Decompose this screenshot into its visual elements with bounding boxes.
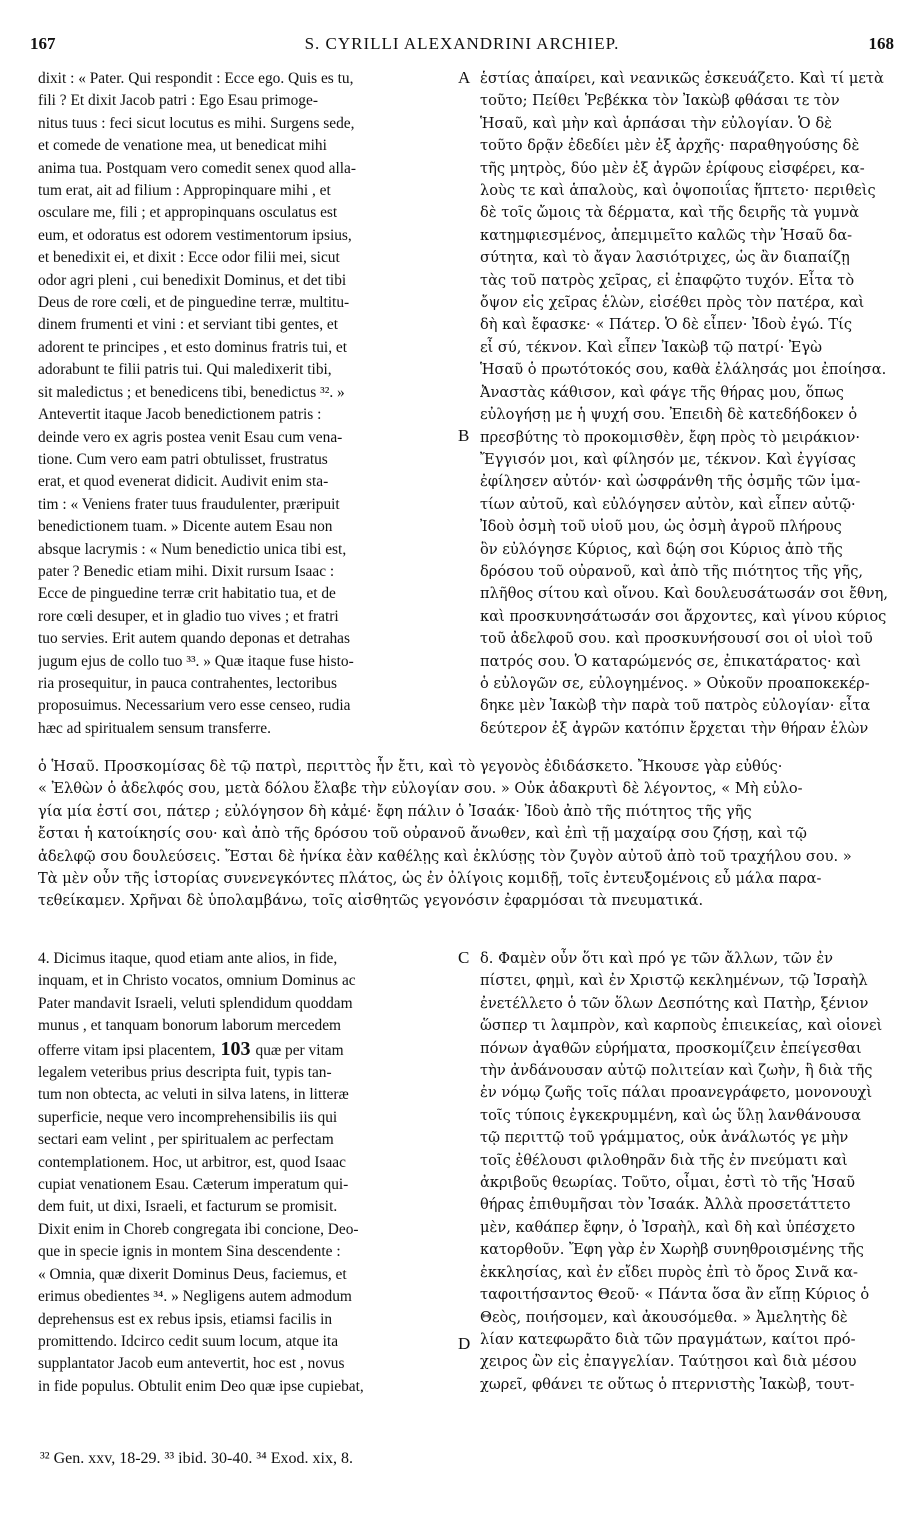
text-line: ἀκριβοῦς θεωρίας. Τοῦτο, οἶμαι, ἐστὶ τὸ τῆς Ἡσαῦ [480,1174,855,1192]
text-fragment: quæ per vitam [255,1041,344,1059]
text-line: ἔσται ἡ κατοίκησίς σου· καὶ ἀπὸ τῆς δρόσου τοῦ οὐρανοῦ ἄνωθεν, καὶ ἐπὶ τῇ μαχαίρᾳ σου ζήσῃ, καὶ τῷ [38,825,807,843]
text-line: τίων αὐτοῦ, καὶ εὐλόγησεν αὐτὸν, καὶ εἶπεν αὐτῷ· [480,495,856,513]
text-line: tione. Cum vero eam patri obtulisset, frustratus [38,450,328,468]
text-line: γία μία ἐστί σοι, πάτερ ; εὐλόγησον δὴ κἀμέ· ἔφη πάλιν ὁ Ἰσαάκ· Ἰδοὺ ἀπὸ τῆς πιότητος τῆς γῆς [38,802,752,820]
text-line: ὥσπερ τι λαμπρὸν, καὶ καρποὺς ἐπιεικείας, καὶ οἱονεὶ [480,1017,883,1035]
text-line: δεύτερον ἐξ ἀγρῶν κατόπιν ἔρχεται τὴν θήραν ἑλὼν [480,719,869,737]
text-line: adorent te principes , et esto dominus fratris tui, et [38,338,348,356]
text-line: ἐν νόμῳ ζωῆς τοῖς πάλαι προανεγράφετο, μονονουχὶ [480,1084,873,1102]
text-line: χειρος ὢν εἰς ἐπαγγελίαν. Ταύτῃσοι καὶ διὰ μέσου [480,1353,857,1371]
text-line: erat, et quod evenerat didicit. Audivit enim sta- [38,473,329,491]
text-line: Dixit enim in Choreb congregata ibi concione, Deo- [38,1220,359,1238]
text-line: absque lacrymis : « Num benedictio unica tibi est, [38,540,347,558]
inline-page-number: 103 [215,1037,256,1060]
text-line: Deus de rore cœli, et de pinguedine terræ, multitu- [38,294,350,312]
text-line: hæc ad spiritualem sensum transferre. [38,719,271,737]
text-line: promittendo. Idcirco cedit suum locum, atque ita [38,1332,339,1350]
text-line: benedictionem tuam. » Dicente autem Esau non [38,518,333,536]
page-number-right: 168 [868,34,894,53]
text-line: χωρεῖ, φθάνει τε οὕτως ὁ πτερνιστὴς Ἰακὼβ, τουτ- [480,1375,855,1393]
text-line: εὐλογήσῃ με ἡ ψυχή σου. Ἐπειδὴ δὲ κατεδήδοκεν ὁ [480,406,858,424]
text-line: κατημφιεσμένος, ἀπεμιμεῖτο καλῶς τὴν Ἡσαῦ δα- [480,226,853,244]
greek-column-top [480,68,890,740]
text-line: ἀδελφῷ σου δουλεύσεις. Ἔσται δὲ ἡνίκα ἐὰν καθέλῃς καὶ ἐκλύσῃς τὸν ζυγὸν αὐτοῦ ἀπὸ τοῦ τραχήλου σου. » [38,847,852,865]
margin-marker-d: D [458,1334,471,1353]
page-number-left: 167 [30,34,56,53]
text-line: cupiat venationem Esau. Cæterum imperatum qui- [38,1176,349,1194]
text-line: ὄψον εἰς χεῖρας ἑλὼν, εἰσέθει πρὸς τὸν πατέρα, καὶ [480,294,865,312]
text-line: τὰς τοῦ πατρὸς χεῖρας, εἰ ἐπαφῷτο τυχόν. Εἶτα τὸ [480,271,855,289]
latin-column-top [38,68,452,740]
text-line: ἐνετέλλετο ὁ τῶν ὅλων Δεσπότης καὶ Πατὴρ, ξένιον [480,994,869,1012]
text-line: adorabunt te filii patris tui. Qui maledixerit tibi, [38,361,332,379]
text-line: εἶ σύ, τέκνον. Καὶ εἶπεν Ἰακὼβ τῷ πατρί· Ἐγὼ [480,338,822,356]
text-line: λίαν κατεφωρᾶτο διὰ τῶν πραγμάτων, καίτοι πρό- [480,1330,856,1348]
text-line: ἐκκλησίας, καὶ ἐν εἴδει πυρὸς ἐπὶ τὸ ὄρος Σινᾶ κα- [480,1263,858,1281]
margin-marker-b: B [458,426,470,445]
text-line: legalem veteribus prius descripta fuit, typis tan- [38,1064,332,1082]
margin-marker-a: A [458,68,471,87]
text-line: ὁ Ἡσαῦ. Προσκομίσας δὲ τῷ πατρὶ, περιττὸς ἦν ἔτι, καὶ τὸ γεγονὸς ἐδιδάσκετο. Ἤκουσε γὰρ εὐθύς· [38,758,783,775]
text-line: tuo servies. Erit autem quando deponas et detrahas [38,630,350,648]
text-line: superficie, neque vero incomprehensibilis iis qui [38,1108,338,1126]
text-line: erimus obedientes ³⁴. » Negligens autem admodum [38,1288,352,1306]
text-line: τὴν ἀνδάνουσαν αὐτῷ πολιτείαν καὶ ζωὴν, ἣ διὰ τῆς [480,1062,873,1080]
text-line: τῆς μητρὸς, δύο μὲν ἐξ ἀγρῶν ἐρίφους εἰσφέρει, κα- [480,159,865,177]
text-line: sit maledictus ; et benedicens tibi, benedictus ³². » [38,383,345,401]
text-line: Τὰ μὲν οὖν τῆς ἱστορίας συνενεγκόντες πλάτος, ὡς ἐν ὀλίγοις κομιδῇ, τοῖς ἐντευξομένοις εὖ μάλα παρα- [38,870,822,888]
text-line: δ. Φαμὲν οὖν ὅτι καὶ πρό γε τῶν ἄλλων, τῶν ἐν [480,950,834,967]
text-line: contemplationem. Hoc, ut arbitror, est, quod Isaac [38,1153,346,1171]
text-line: σύτητα, καὶ τὸ ἄγαν λασιότριχες, ὡς ἂν διαπαίζῃ [480,249,850,267]
text-line: inquam, et in Christo vocatos, omnium Dominus ac [38,972,356,990]
text-line: δρόσου τοῦ οὐρανοῦ, καὶ ἀπὸ τῆς πιότητος τῆς γῆς, [480,562,864,580]
text-line: rore cœli desuper, et in gladio tuo vives ; et fratri [38,607,339,625]
margin-marker-c: C [458,948,470,967]
text-line: dinem frumenti et vini : et serviant tibi gentes, et [38,316,339,334]
text-line: τοῖς ἐθέλουσι φιλοθηρᾶν διὰ τῆς ἐν πνεύματι καὶ [480,1151,848,1169]
text-line: κατορθοῦν. Ἔφη γὰρ ἐν Χωρὴβ συνηθροισμένης τῆς [480,1241,864,1259]
text-line: anima tua. Postquam vero comedit senex quod alla- [38,159,356,177]
text-line: τοῖς τύποις ἐγκεκρυμμένη, καὶ ὡς ὕλῃ λανθάνουσα [480,1106,861,1124]
text-line: πόνων ἀγαθῶν εὑρήματα, προσκομίζειν ἐπείγεσθαι [480,1039,862,1057]
text-line: supplantator Jacob eum antevertit, hoc est , novus [38,1355,345,1373]
text-line: Ἡσαῦ ὁ πρωτότοκός σου, καθὰ ἐλάλησάς μοι ἐποίησα. [480,361,887,379]
text-line: tum non obtecta, ac veluti in silva latens, in litteræ [38,1086,349,1104]
text-line: Ἡσαῦ, καὶ μὴν καὶ ἁρπάσαι τὴν εὐλογίαν. Ὁ δὲ [480,114,832,132]
text-line: δὴ καὶ ἔφασκε· « Πάτερ. Ὁ δὲ εἶπεν· Ἰδοὺ ἐγώ. Τίς [480,316,853,334]
text-line: τοῦτο δρᾷν ἐδεδίει μὲν ἐξ ἀρχῆς· παραθηγούσης δὲ [480,137,860,155]
text-line: proposuimus. Necessarium vero esse censeo, rudia [38,697,351,715]
text-line: tum erat, ait ad filium : Appropinquare mihi , et [38,182,331,200]
text-line: τῷ περιττῷ τοῦ γράμματος, οὐκ ἀνάλωτός γε μὴν [480,1129,849,1147]
text-line: Antevertit itaque Jacob benedictionem patris : [38,406,322,424]
text-line: fili ? Et dixit Jacob patri : Ego Esau primoge- [38,92,318,110]
text-line: δὲ τοῖς ὤμοις τὰ δέρματα, καὶ τῆς δειρῆς τὰ γυμνὰ [480,204,859,222]
greek-full-width-passage [38,756,890,913]
text-line: Ecce de pinguedine terræ crit habitatio tua, et de [38,585,336,603]
text-line: ria prosequitur, in pauca contrahentes, lectoribus [38,674,337,692]
text-line: jugum ejus de collo tuo ³³. » Quæ itaque fuse histo- [38,652,354,670]
text-line: πρεσβύτης τὸ προκομισθὲν, ἔφη πρὸς τὸ μειράκιον· [480,428,860,446]
text-line: « Ἐλθὼν ὁ ἀδελφός σου, μετὰ δόλου ἔλαβε τὴν εὐλογίαν σου. » Οὐκ ἀδακρυτὶ δὲ λέγοντος, « Μὴ εὐλο- [38,780,803,798]
text-line: Pater mandavit Israeli, veluti splendidum quoddam [38,994,353,1012]
text-line: osculare me, fili ; et appropinquans osculatus est [38,204,338,222]
text-line: πλῆθος σίτου καὶ οἴνου. Καὶ δουλευσάτωσάν σοι ἔθνη, [480,585,889,603]
text-line: et comede de venatione mea, ut benedicat mihi [38,137,327,155]
text-line: offerre vitam ipsi placentem, 103 quæ per vitam [38,1037,344,1060]
text-line: ταφοιτήσαντος Θεοῦ· « Πάντα ὅσα ἂν εἴπῃ Κύριος ὁ [480,1286,870,1304]
text-line: deinde vero ex agris postea venit Esau cum vena- [38,428,343,446]
text-line: Θεὸς, ποιήσομεν, καὶ ἀκουσόμεθα. » Ἀμελητὴς δὲ [480,1308,848,1326]
text-line: sectari eam velint , per spiritualem ac perfectam [38,1131,334,1149]
greek-column-bottom [480,948,890,1396]
text-line: in fide populus. Obtulit enim Deo quæ ipse cupiebat, [38,1377,364,1395]
text-line: dixit : « Pater. Qui respondit : Ecce ego. Quis es tu, [38,70,354,87]
text-line: πίστει, φημὶ, καὶ ἐν Χριστῷ κεκλημένων, τῷ Ἰσραὴλ [480,972,868,990]
text-line: λοὺς τε καὶ ἁπαλοὺς, καὶ ὀψοποιΐας ἥπτετο· περιθεὶς [480,182,876,200]
text-line: odor agri pleni , cui benedixit Dominus, et det tibi [38,271,347,289]
text-line: θήρας ἐπιθυμῆσαι τὸν Ἰσαάκ. Ἀλλὰ προσετάττετο [480,1196,851,1214]
text-line: 4. Dicimus itaque, quod etiam ante alios, in fide, [38,950,338,967]
text-line: δηκε μὲν Ἰακὼβ τὴν παρὰ τοῦ πατρὸς εὐλογίαν· εἶτα [480,697,871,715]
text-line: ὃν εὐλόγησε Κύριος, καὶ δῴη σοι Κύριος ἀπὸ τῆς [480,540,843,558]
text-line: πατρός σου. Ὁ καταρώμενός σε, ἐπικατάρατος· καὶ [480,652,861,670]
text-line: « Omnia, quæ dixerit Dominus Deus, faciemus, et [38,1265,347,1283]
text-line: et benedixit ei, et dixit : Ecce odor filii mei, sicut [38,249,340,267]
text-line: ἑστίας ἀπαίρει, καὶ νεανικῶς ἐσκευάζετο. Καὶ τί μετὰ [480,70,884,87]
text-line: ἐφίλησεν αὐτόν· καὶ ὠσφράνθη τῆς ὀσμῆς τῶν ἱμα- [480,473,861,491]
footnotes: ³² Gen. xxv, 18-29. ³³ ibid. 30-40. ³⁴ Exod. xix, 8. [40,1450,353,1467]
latin-column-bottom [38,948,452,1398]
text-line: munus , et tanquam bonorum laborum mercedem [38,1017,342,1035]
text-line: pater ? Benedic etiam mihi. Dixit rursum Isaac : [38,562,335,580]
text-line: μὲν, καθάπερ ἔφην, ὁ Ἰσραὴλ, καὶ δὴ καὶ ὑπέσχετο [480,1218,856,1236]
text-line: τοῦτο; Πείθει Ῥεβέκκα τὸν Ἰακὼβ φθάσαι τε τὸν [480,92,840,110]
text-line: tim : « Veniens frater tuus fraudulenter, præripuit [38,495,340,513]
text-line: que in specie ignis in montem Sina descendente : [38,1243,341,1261]
text-line: ὁ εὐλογῶν σε, εὐλογημένος. » Οὐκοῦν προαποκεκέρ- [480,674,870,692]
running-title: S. CYRILLI ALEXANDRINI ARCHIEP. [304,34,620,53]
text-line: τοῦ ἀδελφοῦ σου. καὶ προσκυνήσουσί σοι οἱ υἱοὶ τοῦ [480,630,873,648]
text-line: nitus tuus : feci sicut locutus es mihi. Surgens sede, [38,114,355,132]
page-header [30,34,894,62]
text-line: eum, et odoratus est odorem vestimentorum ipsius, [38,226,352,244]
text-line: Ἰδοὺ ὀσμὴ τοῦ υἱοῦ μου, ὡς ὀσμὴ ἀγροῦ πλήρους [480,518,842,536]
text-line: Ἔγγισόν μοι, καὶ φίλησόν με, τέκνον. Καὶ ἐγγίσας [480,450,856,468]
text-line: καὶ προσκυνησάτωσάν σοι ἄρχοντες, καὶ γίνου κύριος [480,607,887,625]
text-line: Ἀναστὰς κάθισον, καὶ φάγε τῆς θήρας μου, ὅπως [480,383,844,401]
text-line: dem fuit, ut dixi, Israeli, et facturum se promisit. [38,1198,338,1216]
text-line: deprehensus est ex rebus ipsis, etiamsi facilis in [38,1310,333,1328]
text-line: τεθείκαμεν. Χρῆναι δὲ ὑπολαμβάνω, τοῖς αἰσθητῶς γεγονόσιν ἐφαρμόσαι τὰ πνευματικά. [38,892,704,910]
